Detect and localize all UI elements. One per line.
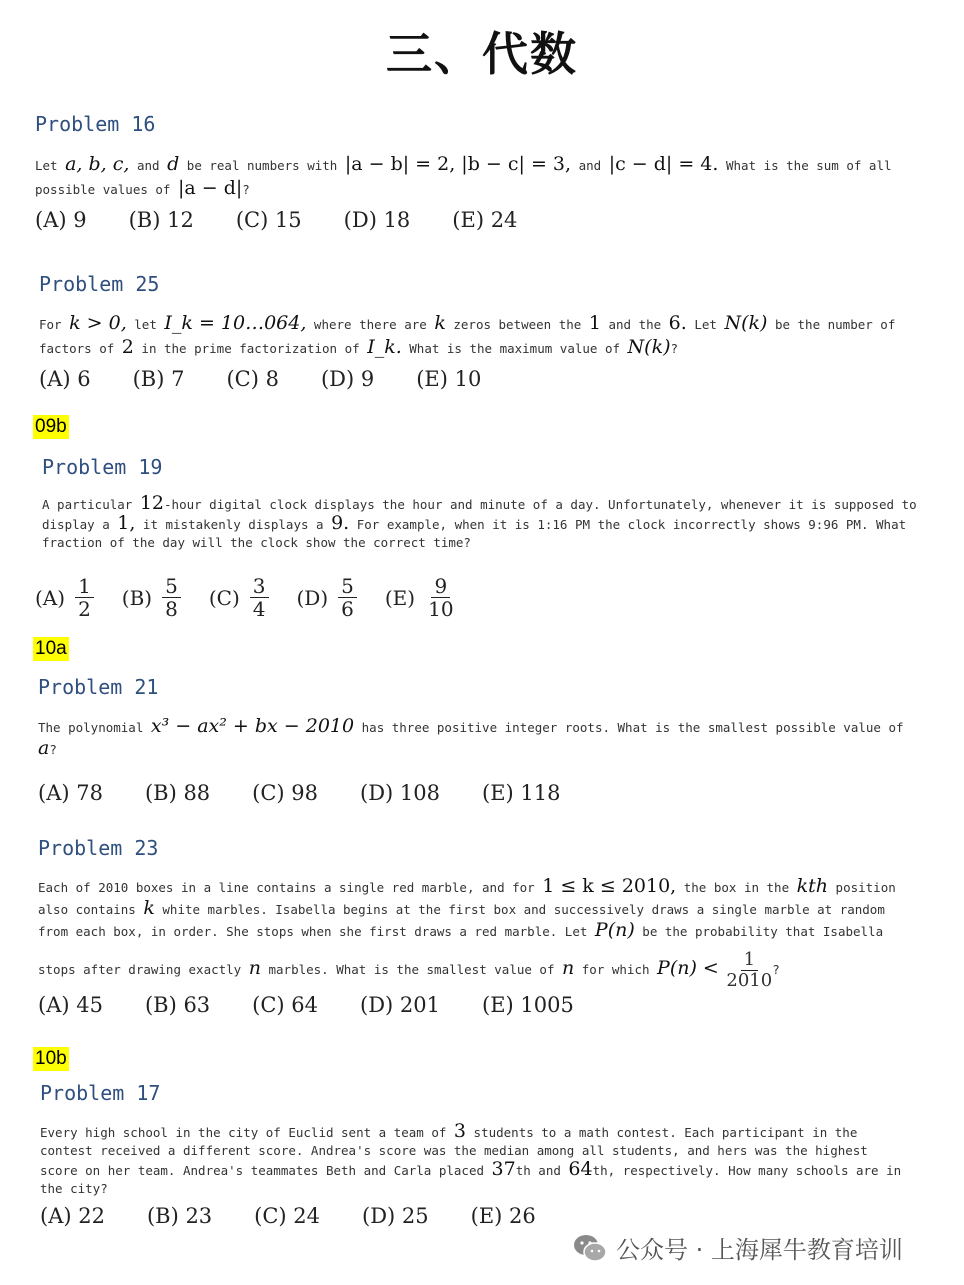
statement-line: Let a, b, c, and d be real numbers with |a − b| = 2, |b − c| = 3, and |c − d| = 4. What is the sum of all [35,153,892,175]
source-tag: 10a [35,638,67,659]
statement-line: contest received a different score. Andrea's score was the median among all students, and hers was the highest [40,1143,868,1158]
statement-line: a? [38,737,57,759]
problem-statement [35,153,892,201]
choice: (E) 24 [452,208,518,232]
statement-line: score on her team. Andrea's teammates Beth and Carla placed 37th and 64th, respectively. How many schools are in [40,1158,902,1180]
choice: (E) 118 [482,781,561,805]
statement-line: display a 1, it mistakenly displays a 9. For example, when it is 1:16 PM the clock incorrectly shows 9:96 PM. What [42,512,907,534]
problem-statement [40,1122,901,1198]
choice: (D) 201 [360,993,441,1017]
problem-title: Problem 21 [38,675,159,699]
choice: (A) 6 [39,367,91,391]
choice: (D) $\frac{5}{6}$ [297,575,357,620]
choice: (C) 24 [254,1204,321,1228]
choice: (A) 22 [40,1204,105,1228]
choice: (B) 12 [128,208,194,232]
choice: (B) 23 [146,1204,213,1228]
answer-choices [39,367,523,391]
choice: (A) $\frac{1}{2}$ [35,575,94,620]
choice: (B) $\frac{5}{8}$ [122,575,181,620]
choice: (D) 18 [343,208,411,232]
statement-line: also contains k white marbles. Isabella begins at the first box and successively draws a single marble at random [38,897,885,919]
fraction: $\frac{1}{2010}$ [726,949,773,991]
problem-statement [38,716,904,760]
choice: (B) 88 [144,781,211,805]
problem-title: Problem 17 [40,1081,161,1105]
answer-choices [40,1204,578,1228]
problem-title: Problem 25 [39,272,160,296]
choice: (B) 7 [132,367,185,391]
page-title: 三、代数 [386,27,578,81]
choice: (C) 98 [252,781,319,805]
problem-title: Problem 19 [42,455,163,479]
choice: (D) 9 [320,367,375,391]
choice: (D) 108 [360,781,441,805]
choice: (B) 63 [144,993,211,1017]
choice: (C) $\frac{3}{4}$ [209,575,269,620]
statement-line: A particular 12-hour digital clock displays the hour and minute of a day. Unfortunately, whenever it is supposed to [42,492,917,514]
choice: (A) 9 [35,208,87,232]
choice: (A) 45 [38,993,103,1017]
choice: (E) 1005 [482,993,574,1017]
statement-line: fraction of the day will the clock show the correct time? [42,535,471,550]
statement-line: stops after drawing exactly n marbles. What is the smallest value of n for which P(n) < $\frac{1}{2010}$ ? [38,949,780,991]
source-tag: 10b [35,1048,67,1069]
choice: (D) 25 [362,1204,429,1228]
choice: (C) 15 [235,208,302,232]
choice: (C) 64 [252,993,319,1017]
problem-title: Problem 16 [35,112,156,136]
choice: (C) 8 [226,367,279,391]
answer-choices [38,781,603,805]
watermark [572,1230,903,1265]
statement-line: the city? [40,1181,108,1196]
statement-line: For k > 0, let I_k = 10…064, where there are k zeros between the 1 and the 6. Let N(k) be the number of [39,312,896,334]
answer-choices [35,575,485,620]
choice: (E) 10 [416,367,482,391]
answer-choices [38,993,616,1017]
statement-line: The polynomial x³ − ax² + bx − 2010 has three positive integer roots. What is the smallest possible value of [38,715,904,737]
statement-line: from each box, in order. She stops when she first draws a red marble. Let P(n) be the probability that Isabella [38,919,884,941]
watermark-text: 公众号 · 上海犀牛教育培训 [616,1236,903,1264]
problem-title: Problem 23 [38,836,159,860]
wechat-icon [572,1233,608,1263]
statement-line: factors of 2 in the prime factorization of I_k. What is the maximum value of N(k)? [39,336,679,358]
choice: (E) 26 [470,1204,536,1228]
source-tag: 09b [35,416,67,437]
statement-line: Every high school in the city of Euclid sent a team of 3 students to a math contest. Each participant in the [40,1120,858,1142]
statement-line: Each of 2010 boxes in a line contains a single red marble, and for 1 ≤ k ≤ 2010, the box in the kth position [38,875,896,897]
answer-choices [35,208,559,232]
statement-line: possible values of |a − d|? [35,177,250,199]
problem-statement [38,876,896,991]
problem-statement [42,494,917,552]
choice: (A) 78 [38,781,103,805]
choice: (E) $\frac{9}{10}$ [384,574,454,621]
problem-statement [39,312,895,360]
